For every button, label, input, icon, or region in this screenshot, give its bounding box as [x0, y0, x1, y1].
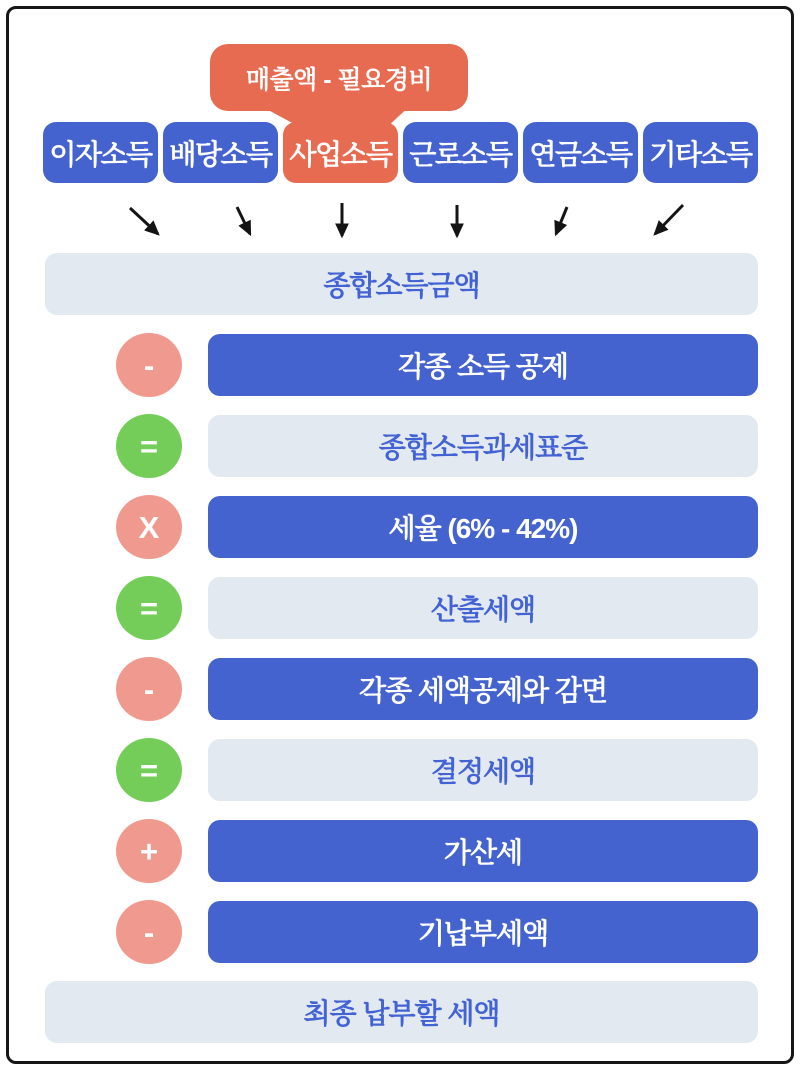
income-box-employment [403, 122, 518, 183]
down-arrow-icon [556, 207, 567, 234]
row-label: 결정세액 [430, 756, 536, 787]
row-band [208, 334, 758, 396]
minus-icon: - [116, 657, 182, 721]
flow-row [45, 739, 758, 801]
row-band [208, 901, 758, 963]
down-arrow-icon [130, 208, 158, 234]
income-box-interest [43, 122, 158, 183]
plus-icon: + [116, 819, 182, 883]
total-income-band [45, 253, 758, 315]
row-label: 산출세액 [430, 594, 536, 625]
flow-row [45, 496, 758, 558]
row-label: 가산세 [443, 837, 523, 868]
income-box-dividend [163, 122, 278, 183]
revenue-minus-expenses-callout [210, 44, 468, 111]
income-types-row [43, 122, 758, 183]
tax-calculation-stack [45, 253, 758, 1043]
minus-icon: - [116, 900, 182, 964]
final-tax-label: 최종 납부할 세액 [303, 998, 500, 1029]
row-label: 세율 (6% - 42%) [388, 513, 578, 544]
flow-row [45, 658, 758, 720]
income-box-business [283, 122, 398, 183]
row-label: 기납부세액 [417, 918, 549, 949]
row-band [208, 415, 758, 477]
row-band [208, 496, 758, 558]
income-label: 배당소득 [169, 138, 272, 170]
equals-icon: = [116, 414, 182, 478]
row-band [208, 739, 758, 801]
flow-row [45, 577, 758, 639]
minus-icon: - [116, 333, 182, 397]
income-label: 이자소득 [49, 138, 152, 170]
multiply-icon: X [116, 495, 182, 559]
row-label: 종합소득과세표준 [378, 432, 588, 463]
flow-row [45, 820, 758, 882]
callout-tail-icon [257, 104, 412, 124]
row-band [208, 658, 758, 720]
flow-row [45, 334, 758, 396]
down-arrow-icon [655, 205, 683, 234]
row-band [208, 577, 758, 639]
row-band [208, 820, 758, 882]
income-label: 사업소득 [289, 138, 392, 170]
flow-row [45, 901, 758, 963]
row-label: 각종 소득 공제 [398, 351, 568, 382]
income-box-pension [523, 122, 638, 183]
down-arrow-icon [237, 207, 250, 234]
income-label: 근로소득 [409, 138, 512, 170]
row-label: 각종 세액공제와 감면 [359, 675, 607, 706]
equals-icon: = [116, 738, 182, 802]
flow-arrows [0, 198, 800, 248]
income-label: 연금소득 [529, 138, 632, 170]
total-income-label: 종합소득금액 [323, 270, 480, 301]
income-label: 기타소득 [649, 138, 752, 170]
flow-row [45, 415, 758, 477]
final-tax-band [45, 981, 758, 1043]
equals-icon: = [116, 576, 182, 640]
income-box-other [643, 122, 758, 183]
callout-label: 매출액 - 필요경비 [245, 65, 433, 94]
